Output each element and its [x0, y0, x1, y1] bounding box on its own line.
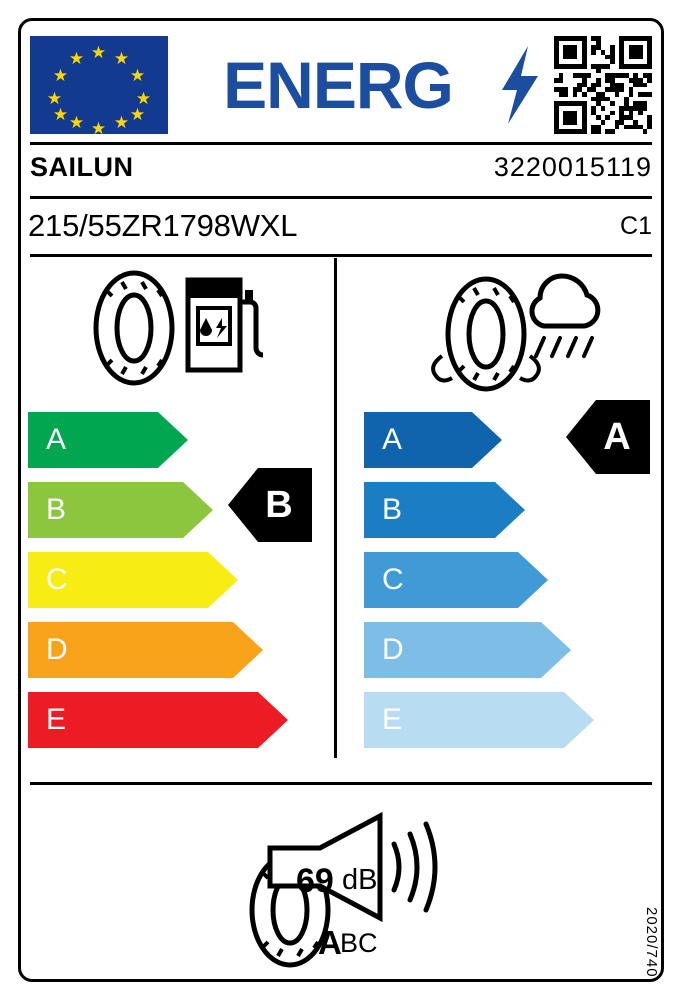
wet-grade-letter: C: [382, 563, 404, 596]
wet-grade-letter: E: [382, 703, 403, 736]
fuel-grade-arrow: [28, 692, 288, 748]
arrow-body: [364, 622, 541, 678]
arrow-tip: [472, 412, 502, 468]
divider-noise: [30, 782, 652, 785]
rain-cloud-icon: [532, 276, 598, 356]
tyre-wet-icon: [433, 279, 539, 389]
eu-flag-icon: ★ ★ ★ ★ ★ ★ ★ ★ ★ ★ ★ ★: [30, 36, 168, 134]
fuel-grade-letter: E: [46, 703, 67, 736]
label-header: [30, 30, 652, 140]
divider-top: [30, 142, 652, 145]
fuel-grade-arrow: [28, 412, 188, 468]
arrow-tip: [495, 482, 525, 538]
arrow-body: [28, 622, 233, 678]
arrow-tip: [183, 482, 213, 538]
wet-grade-arrow: [364, 552, 548, 608]
tyre-size: 215/55ZR1798WXL: [28, 208, 298, 243]
noise-db-unit: dB: [342, 864, 378, 896]
wet-grade-arrow: [364, 692, 594, 748]
marker-tip: [228, 468, 258, 542]
fuel-grade-letter: A: [46, 423, 67, 456]
divider-size: [30, 254, 652, 257]
tyre-icon: [96, 273, 172, 383]
wet-selected-letter: A: [603, 416, 631, 458]
divider-brand: [30, 196, 652, 199]
arrow-body: [364, 552, 518, 608]
wet-grade-letter: A: [382, 423, 403, 456]
noise-db-value: 69: [296, 862, 334, 900]
fuel-grade-arrow: [28, 552, 238, 608]
fuel-grade-letter: D: [46, 633, 68, 666]
wet-grade-letter: B: [382, 493, 403, 526]
date-code: 2020/740: [643, 907, 660, 978]
wet-grade-arrow: [364, 482, 525, 538]
fuel-grade-arrow: [28, 622, 263, 678]
qr-code-icon: [554, 36, 652, 134]
wet-selected-marker: [566, 400, 650, 474]
fuel-pump-icon: [188, 280, 263, 370]
arrow-tip: [518, 552, 548, 608]
arrow-body: [28, 412, 158, 468]
marker-tip: [566, 400, 596, 474]
fuel-grade-arrow: [28, 482, 213, 538]
arrow-body: [364, 692, 564, 748]
arrow-body: [28, 552, 208, 608]
sku-number: 3220015119: [493, 152, 652, 182]
fuel-selected-letter: B: [265, 484, 293, 526]
arrow-tip: [208, 552, 238, 608]
noise-class-selected: A: [318, 924, 342, 961]
wet-grade-letter: D: [382, 633, 404, 666]
arrow-tip: [541, 622, 571, 678]
fuel-selected-marker: [228, 468, 312, 542]
arrow-body: [364, 482, 495, 538]
arrow-tip: [564, 692, 594, 748]
fuel-grade-letter: B: [46, 493, 67, 526]
tyre-class: C1: [620, 212, 652, 240]
noise-class-rest: BC: [340, 928, 378, 958]
marker-body: [258, 468, 312, 542]
vertical-divider: [334, 258, 337, 758]
wet-grip-pictogram: [408, 262, 613, 397]
wet-grade-arrow: [364, 622, 571, 678]
lightning-bolt-icon: [498, 46, 540, 124]
brand-name: SAILUN: [30, 152, 134, 182]
fuel-efficiency-pictogram: [82, 268, 267, 388]
arrow-body: [28, 482, 183, 538]
wet-grade-arrow: [364, 412, 502, 468]
arrow-tip: [158, 412, 188, 468]
arrow-body: [28, 692, 258, 748]
marker-body: [596, 400, 650, 474]
arrow-tip: [258, 692, 288, 748]
arrow-tip: [233, 622, 263, 678]
energy-title: ENERG: [223, 48, 453, 122]
arrow-body: [364, 412, 472, 468]
fuel-grade-letter: C: [46, 563, 68, 596]
